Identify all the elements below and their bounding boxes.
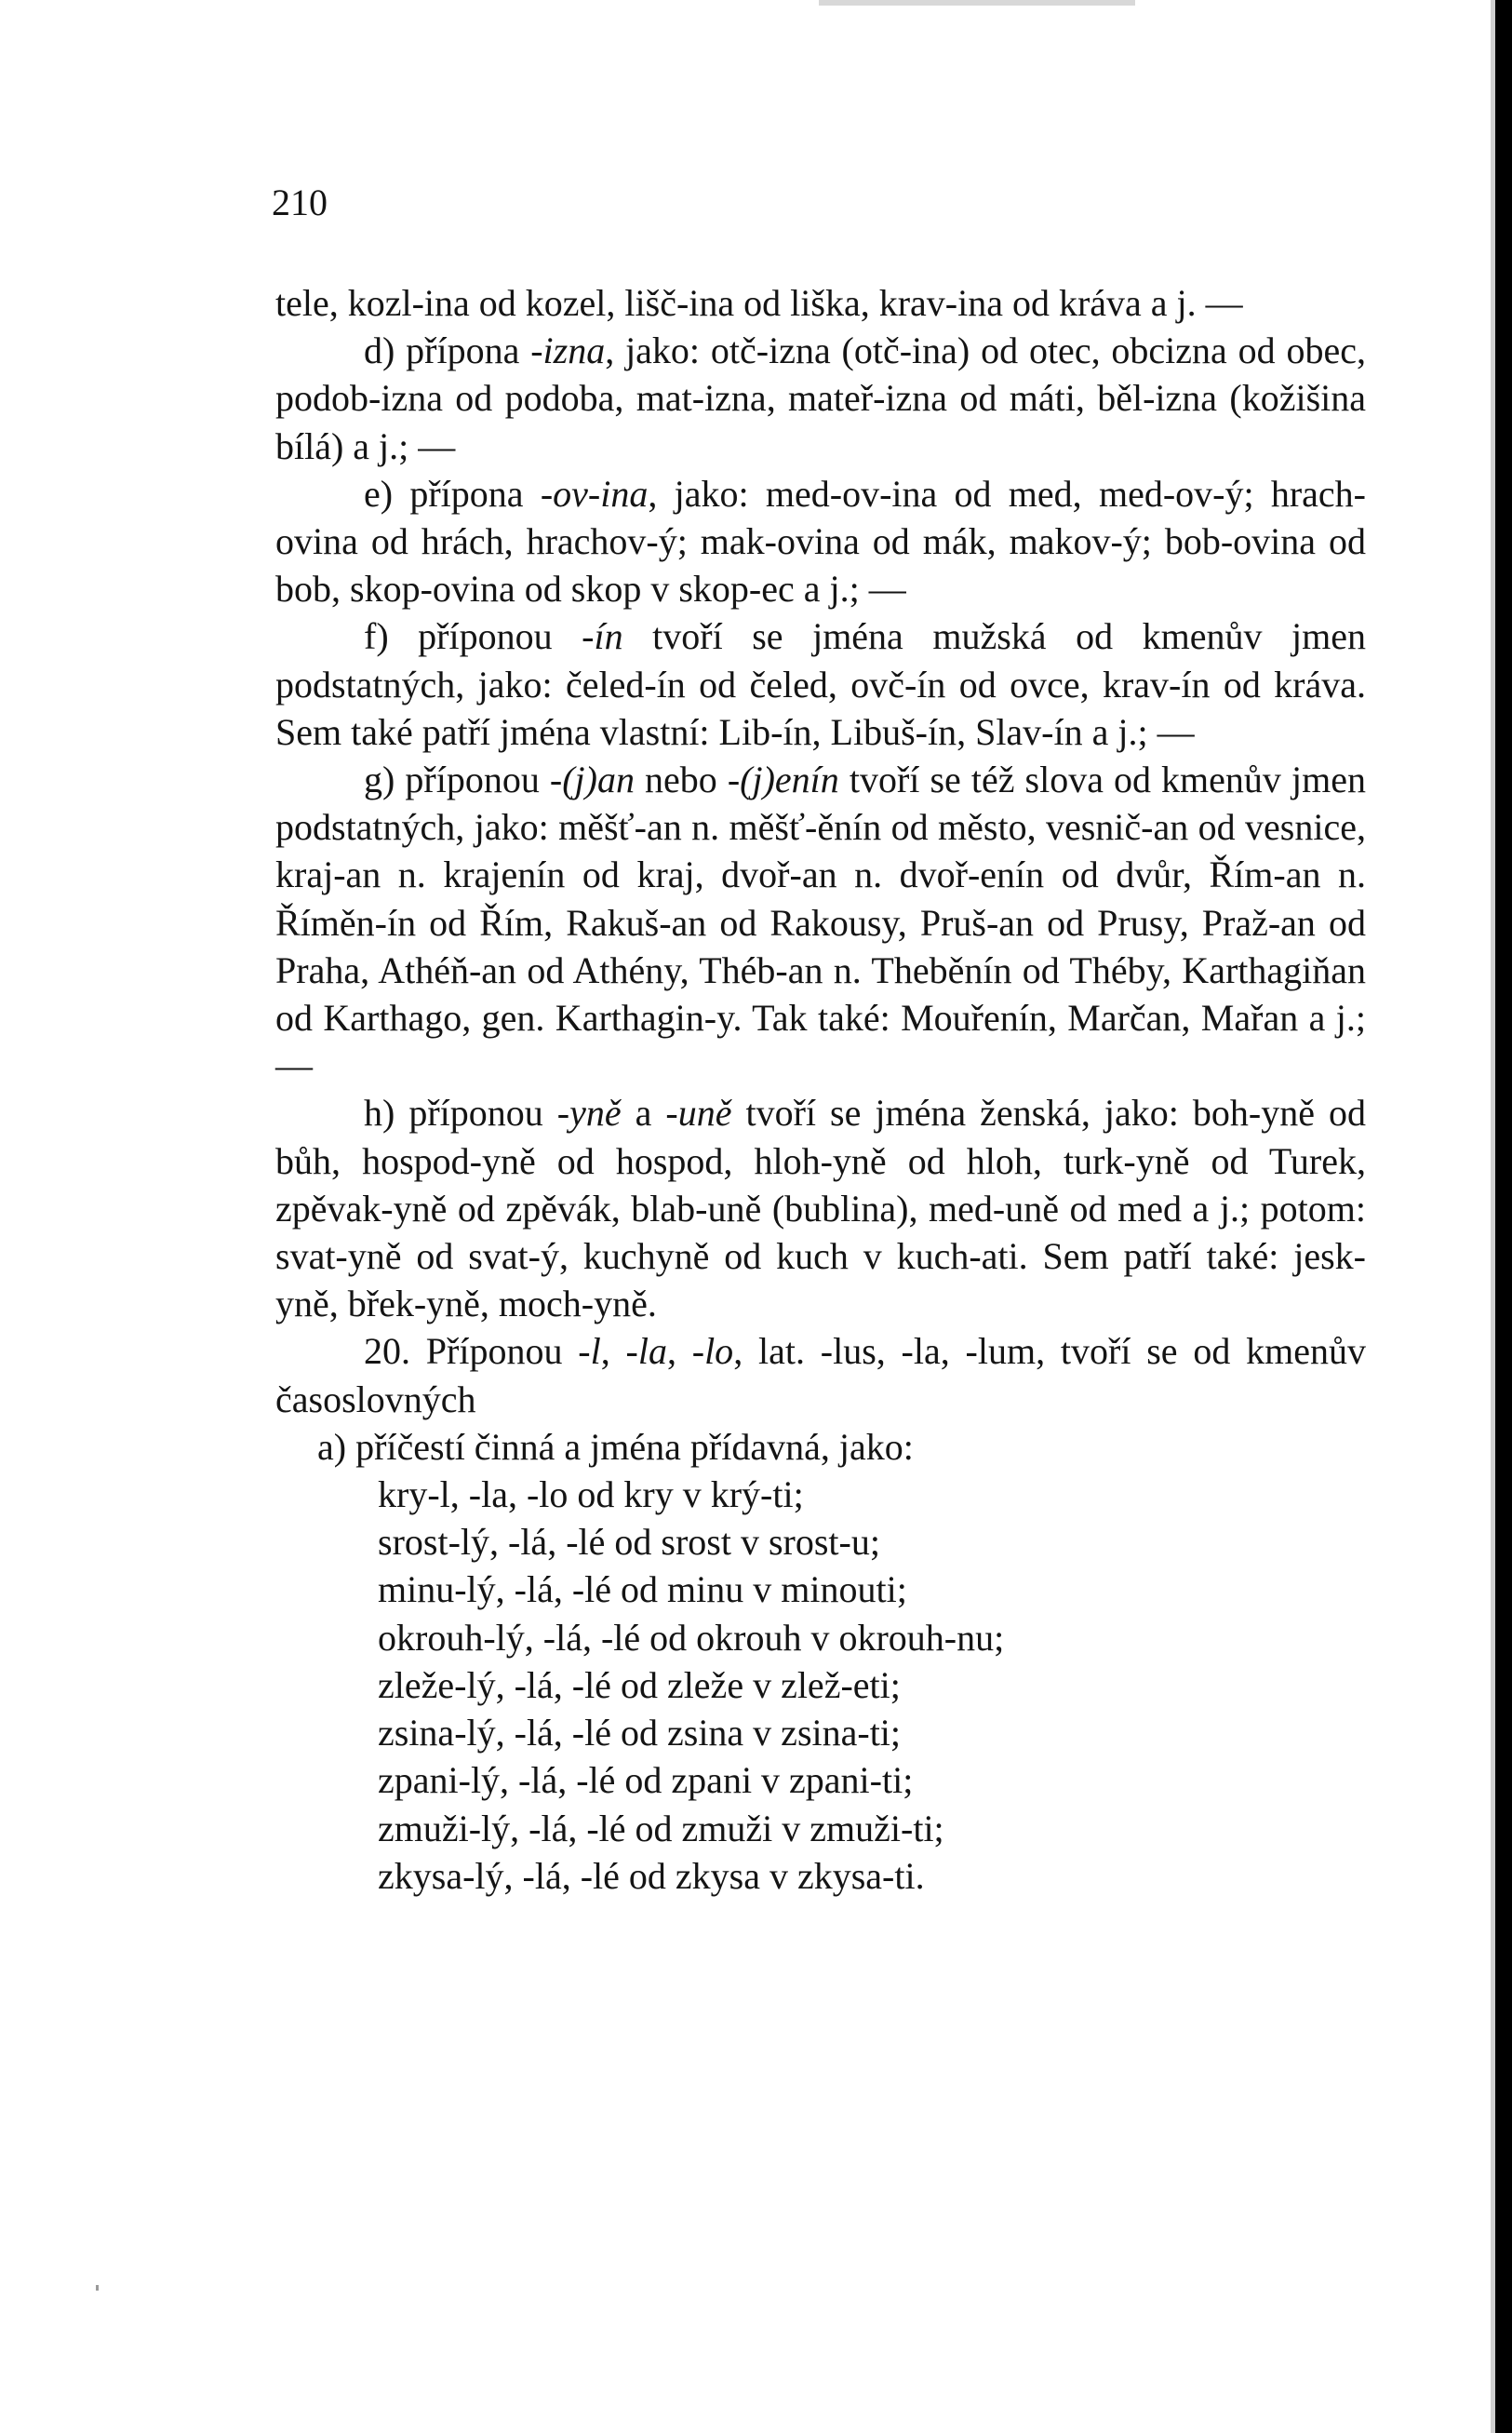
paragraph-h: [275, 1089, 1366, 1327]
scan-frame-edge: [1495, 0, 1512, 2433]
paragraph-f-body: tvoří se jména mužská od kmenův jmen podstatných, jako: čeled-ín od čeled, ovč-ín od ovce, krav-ín od kráva. Sem také patří jména vlastní: Lib-ín, Libuš-ín, Slav-ín a j.; —: [275, 615, 1366, 753]
paragraph-f: [275, 612, 1366, 756]
section-20-lead: 20. Příponou: [364, 1330, 579, 1373]
paragraph-e-lead: e) přípona: [364, 472, 541, 515]
example-line: zpani-lý, -lá, -lé od zpani v zpani-ti;: [378, 1759, 914, 1802]
example-line: kry-l, -la, -lo od kry v krý-ti;: [378, 1473, 804, 1516]
example-line: zsina-lý, -lá, -lé od zsina v zsina-ti;: [378, 1712, 902, 1754]
paragraph-d-suffix: -izna: [530, 329, 606, 372]
section-20-suffix-1: -l: [578, 1330, 601, 1373]
paragraph-f-lead: f) příponou: [364, 615, 582, 658]
section-20-sep-1: ,: [600, 1330, 626, 1373]
paragraph-f-suffix: -ín: [582, 615, 623, 658]
example-line: srost-lý, -lá, -lé od srost v srost-u;: [378, 1521, 880, 1564]
section-20-sep-2: ,: [666, 1330, 692, 1373]
paragraph-g-mid: nebo: [634, 759, 728, 801]
example-line: zmuži-lý, -lá, -lé od zmuži v zmuži-ti;: [378, 1807, 944, 1849]
section-20-body: , lat. -lus, -la, -lum, tvoří se od kmenův časoslovných: [275, 1330, 1367, 1420]
paragraph-g: [275, 756, 1366, 1089]
paragraph-g-suffix-2: -(j)enín: [727, 759, 839, 801]
paragraph-e: [275, 470, 1366, 613]
example-list: [378, 1471, 1366, 1900]
section-20: [275, 1327, 1366, 1422]
paragraph-h-mid: a: [621, 1092, 666, 1135]
paragraph-h-suffix-2: -uně: [665, 1092, 732, 1135]
paragraph-d-body: , jako: otč-izna (otč-ina) od otec, obcizna od obec, podob-izna od podoba, mat-izna, mateř-izna od máti, běl-izna (kožišina bílá) a j.; —: [275, 329, 1366, 467]
page-body: [275, 279, 1366, 1900]
example-line: okrouh-lý, -lá, -lé od okrouh v okrouh-nu;: [378, 1616, 1005, 1659]
section-20-suffix-2: -la: [625, 1330, 667, 1373]
paragraph-d-lead: d) přípona: [364, 329, 531, 372]
example-line: zleže-lý, -lá, -lé od zleže v zlež-eti;: [378, 1663, 901, 1706]
paragraph-h-body: tvoří se jména ženská, jako: boh-yně od bůh, hospod-yně od hospod, hloh-yně od hloh, turk-yně od Turek, zpěvak-yně od zpěvák, blab-uně (bublina), med-uně od med a j.; potom: svat-yně od svat-ý, kuchyně od kuch v kuch-ati. Sem patří také: jesk-yně, břek-yně, moch-yně.: [275, 1092, 1367, 1325]
subsection-a-heading: a) příčestí činná a jména přídavná, jako:: [317, 1425, 914, 1468]
page-number: 210: [272, 181, 328, 223]
paragraph-d: [275, 327, 1366, 470]
paragraph-h-lead: h) příponou: [364, 1092, 557, 1135]
example-line: zkysa-lý, -lá, -lé od zkysa v zkysa-ti.: [378, 1854, 925, 1897]
paragraph-e-body: , jako: med-ov-ina od med, med-ov-ý; hrach-ovina od hrách, hrachov-ý; mak-ovina od mák, makov-ý; bob-ovina od bob, skop-ovina od skop v skop-ec a j.; —: [275, 472, 1366, 611]
section-20-suffix-3: -lo: [691, 1330, 734, 1373]
paragraph-e-suffix: -ov-ina: [540, 472, 649, 515]
paragraph-g-lead: g) příponou: [364, 759, 550, 801]
paragraph-intro: tele, kozl-ina od kozel, lišč-ina od liška, krav-ina od kráva a j. —: [275, 282, 1243, 324]
example-line: minu-lý, -lá, -lé od minu v minouti;: [378, 1568, 907, 1611]
paragraph-g-suffix-1: -(j)an: [549, 759, 635, 801]
scan-top-mark: [819, 0, 1135, 6]
paragraph-g-body: tvoří se též slova od kmenův jmen podstatných, jako: měšť-an n. měšť-ěnín od město, vesnič-an od vesnice, kraj-an n. krajenín od kraj, dvoř-an n. dvoř-enín od dvůr, Řím-an n. Říměn-ín od Řím, Rakuš-an od Rakousy, Pruš-an od Prusy, Praž-an od Praha, Athéň-an od Athény, Théb-an n. Theběnín od Théby, Karthagiňan od Karthago, gen. Karthagin-y. Tak také: Mouřenín, Marčan, Mařan a j.; —: [275, 759, 1366, 1087]
paragraph-h-suffix-1: -yně: [556, 1092, 622, 1135]
scan-speck: [96, 2285, 99, 2291]
